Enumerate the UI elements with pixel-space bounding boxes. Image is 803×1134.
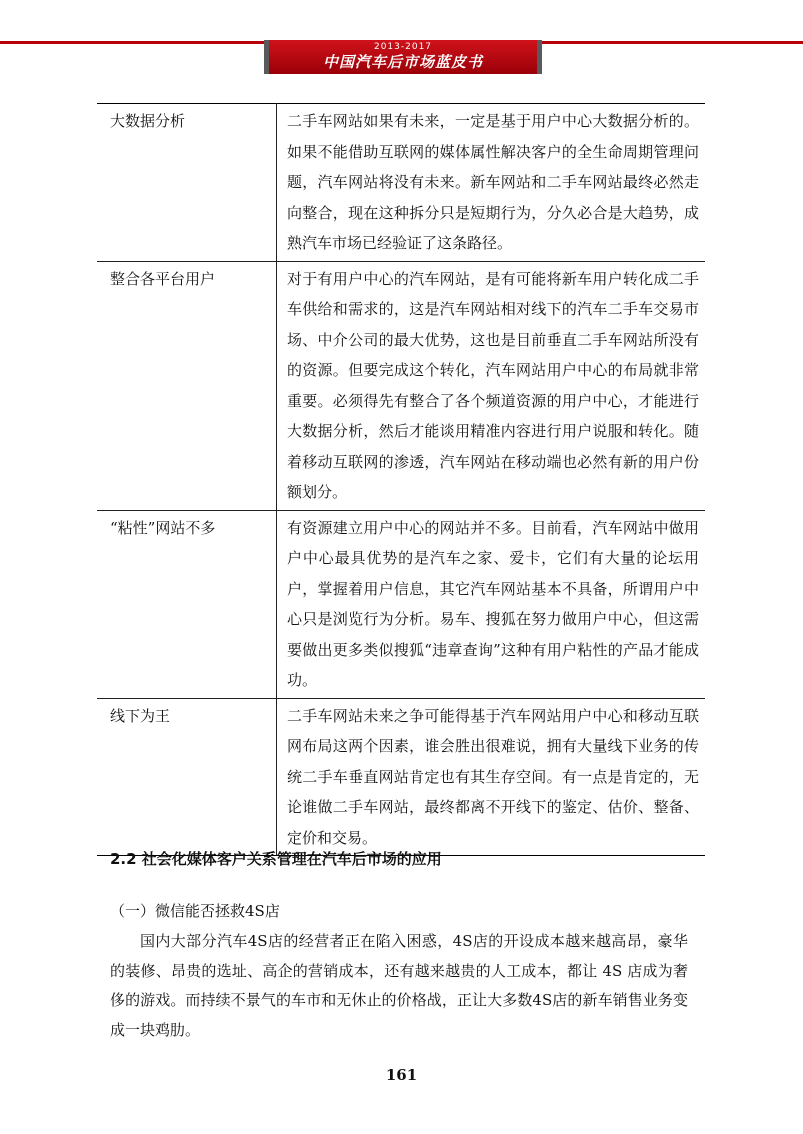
table-row bbox=[97, 510, 705, 698]
body-paragraph: 国内大部分汽车4S店的经营者正在陷入困惑，4S店的开设成本越来越高昂，豪华的装修、昂贵的选址、高企的营销成本，还有越来越贵的人工成本，都让 4S 店成为奢侈的游戏。而持续不景气的车市和无休止的价格战，正让大多数4S店的新车销售业务变成一块鸡肋。 bbox=[110, 932, 688, 1039]
table-row bbox=[97, 104, 705, 262]
header-banner bbox=[264, 40, 542, 74]
row-value: 有资源建立用户中心的网站并不多。目前看，汽车网站中做用户中心最具优势的是汽车之家、爱卡，它们有大量的论坛用户，掌握着用户信息，其它汽车网站基本不具备，所谓用户中心只是浏览行为分析。易车、搜狐在努力做用户中心，但这需要做出更多类似搜狐“违章查询”这种有用户粘性的产品才能成功。 bbox=[277, 510, 706, 698]
row-key: 大数据分析 bbox=[97, 104, 277, 262]
section-subheading: （一）微信能否拯救4S店 bbox=[110, 902, 280, 920]
header-years: 2013-2017 bbox=[373, 42, 433, 52]
row-key: “粘性”网站不多 bbox=[97, 510, 277, 698]
analysis-table bbox=[97, 103, 705, 856]
row-value: 二手车网站未来之争可能得基于汽车网站用户中心和移动互联网布局这两个因素，谁会胜出很难说，拥有大量线下业务的传统二手车垂直网站肯定也有其生存空间。有一点是肯定的，无论谁做二手车网站，最终都离不开线下的鉴定、估价、整备、定价和交易。 bbox=[277, 698, 706, 856]
header-title: 中国汽车后市场蓝皮书 bbox=[322, 53, 483, 71]
row-key: 线下为王 bbox=[97, 698, 277, 856]
row-value: 二手车网站如果有未来，一定是基于用户中心大数据分析的。如果不能借助互联网的媒体属性解决客户的全生命周期管理问题，汽车网站将没有未来。新车网站和二手车网站最终必然走向整合，现在这种拆分只是短期行为，分久必合是大趋势，成熟汽车市场已经验证了这条路径。 bbox=[277, 104, 706, 262]
table-row bbox=[97, 261, 705, 510]
row-value: 对于有用户中心的汽车网站，是有可能将新车用户转化成二手车供给和需求的，这是汽车网站相对线下的汽车二手车交易市场、中介公司的最大优势，这也是目前垂直二手车网站所没有的资源。但要完成这个转化，汽车网站用户中心的布局就非常重要。必须得先有整合了各个频道资源的用户中心，才能进行大数据分析，然后才能谈用精准内容进行用户说服和转化。随着移动互联网的渗透，汽车网站在移动端也必然有新的用户份额划分。 bbox=[277, 261, 706, 510]
page-number: 161 bbox=[385, 1066, 418, 1084]
section-heading: 2.2 社会化媒体客户关系管理在汽车后市场的应用 bbox=[110, 850, 442, 868]
row-key: 整合各平台用户 bbox=[97, 261, 277, 510]
table-row bbox=[97, 698, 705, 856]
